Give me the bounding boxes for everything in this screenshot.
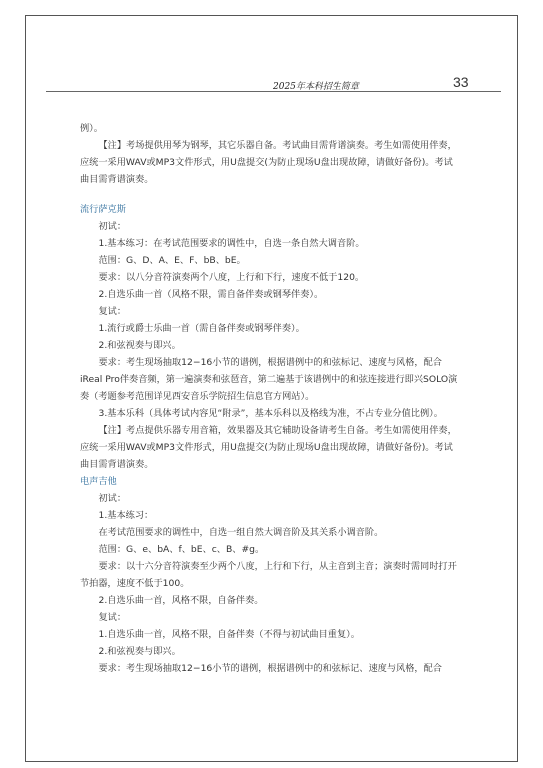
paragraph: 范围：G、D、A、E、F、bB、bE。 [98,255,246,266]
page-number: 33 [453,74,469,90]
paragraph: 初试： [98,493,127,504]
section-heading: 流行萨克斯 [80,204,126,215]
paragraph: 2.和弦视奏与即兴。 [98,646,181,657]
paragraph: 初试： [98,221,127,232]
document-body [80,120,458,677]
paragraph: 1.基本练习：在考试范围要求的调性中，自选一条自然大调音阶。 [98,238,365,249]
paragraph: 在考试范围要求的调性中，自选一组自然大调音阶及其关系小调音阶。 [98,527,384,538]
paragraph: 3.基本乐科（具体考试内容见“附录”，基本乐科以及格线为准，不占专业分值比例）。 [98,408,443,419]
paragraph: 1.基本练习： [98,510,154,521]
paragraph: 要求：考生现场抽取12−16小节的谱例，根据谱例中的和弦标记、速度与风格，配合 [98,663,442,674]
paragraph: 例）。 [80,123,103,134]
section-heading: 电声吉他 [80,476,117,487]
paragraph: 要求：考生现场抽取12−16小节的谱例，根据谱例中的和弦标记、速度与风格，配合iReal Pro伴奏音频，第一遍演奏和弦琶音，第二遍基于该谱例中的和弦连接进行即兴SOLO演奏（考题参考范围详见西安音乐学院招生信息官方网站）。 [80,357,458,402]
header-rule [46,91,501,92]
paragraph-gap [80,188,458,201]
paragraph: 范围：G、e、bA、f、bE、c、B、#g。 [98,544,265,555]
paragraph: 1.流行或爵士乐曲一首（需自备伴奏或钢琴伴奏）。 [98,323,305,334]
paragraph: 2.自选乐曲一首（风格不限，需自备伴奏或钢琴伴奏）。 [98,289,324,300]
paragraph: 要求：以八分音符演奏两个八度，上行和下行，速度不低于120。 [98,272,365,283]
running-header-title: 2025年本科招生简章 [273,82,359,92]
paragraph: 1.自选乐曲一首，风格不限，自备伴奏（不得与初试曲目重复）。 [98,629,360,640]
paragraph: 【注】考点提供乐器专用音箱，效果器及其它辅助设备请考生自备。考生如需使用伴奏，应统一采用WAV或MP3文件形式，用U盘提交(为防止现场U盘出现故障，请做好备份)。考试曲目需背谱演奏。 [80,425,457,470]
paragraph: 2.和弦视奏与即兴。 [98,340,181,351]
paragraph: 复试： [98,612,127,623]
paragraph: 【注】考场提供用琴为钢琴，其它乐器自备。考试曲目需背谱演奏。考生如需使用伴奏，应统一采用WAV或MP3文件形式，用U盘提交(为防止现场U盘出现故障，请做好备份)。考试曲目需背谱演奏。 [80,140,457,185]
paragraph: 要求：以十六分音符演奏至少两个八度，上行和下行，从主音到主音；演奏时需同时打开节拍器，速度不低于100。 [80,561,457,589]
paragraph: 复试： [98,306,127,317]
paragraph: 2.自选乐曲一首，风格不限，自备伴奏。 [98,595,264,606]
